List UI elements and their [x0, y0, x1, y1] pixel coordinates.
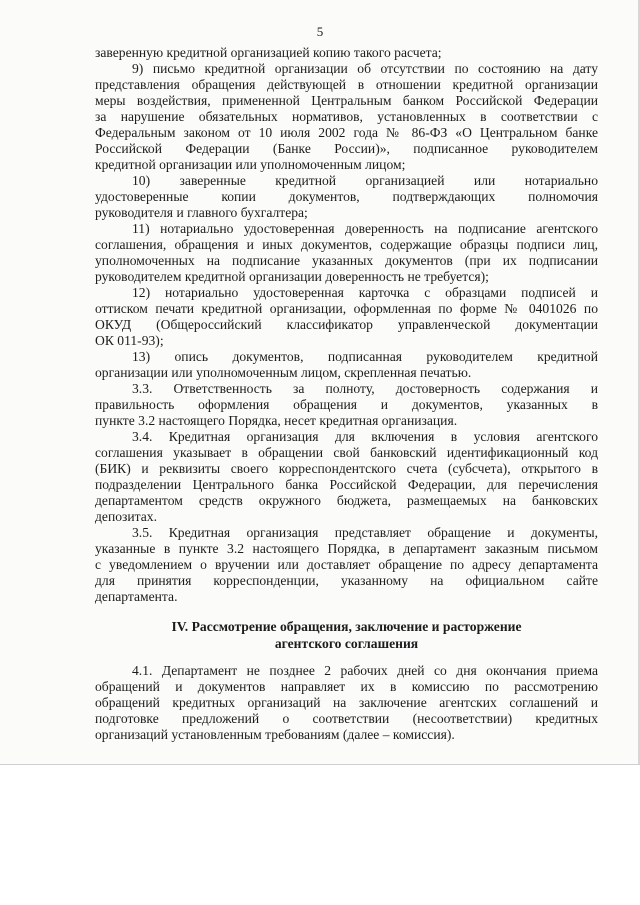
text-line: департамента. [95, 589, 178, 604]
text-line: с уведомлением о вручении или доставляет обращение по адресу департамента [95, 557, 598, 572]
text-line: руководителем кредитной организации доверенность не требуется); [95, 269, 489, 284]
text-line: организации или уполномоченным лицом, скрепленная печатью. [95, 365, 472, 380]
text-line: Российской Федерации (Банке России)», подписанное руководителем [95, 141, 598, 156]
text-line: ОК 011-93); [95, 333, 164, 348]
text-line: организаций установленным требованиям (далее – комиссия). [95, 727, 455, 742]
text-line: для принятия корреспонденции, указанному на официальном сайте [95, 573, 598, 588]
text-line: 12) нотариально удостоверенная карточка с образцами подписей и [132, 285, 598, 300]
text-line: ОКУД (Общероссийский классификатор управленческой документации [95, 317, 598, 332]
text-line: (БИК) и реквизиты своего корреспондентского счета (субсчета), открытого в [95, 461, 598, 476]
text-line: за нарушение обязательных нормативов, установленных в соответствии с [95, 109, 598, 124]
text-line: соглашения указывает в обращении свой банковский идентификационный код [95, 445, 598, 460]
text-line: департаментом средств окружного бюджета, размещаемых на банковских [95, 493, 598, 508]
text-line: депозитах. [95, 509, 158, 524]
document-body [95, 45, 598, 743]
text-line: обращений кредитных организаций на заключение агентских соглашений и [95, 695, 598, 710]
text-line: подразделении Центрального банка Российской Федерации, для перечисления [95, 477, 598, 492]
section-heading: агентского соглашения [274, 636, 419, 651]
text-line: пункте 3.2 настоящего Порядка, несет кредитная организация. [95, 413, 458, 428]
text-line: 9) письмо кредитной организации об отсутствии по состоянию на дату [132, 61, 598, 76]
text-line: 10) заверенные кредитной организацией или нотариально [132, 173, 598, 188]
blank-area [0, 765, 640, 905]
text-line: заверенную кредитной организацией копию такого расчета; [95, 45, 442, 60]
text-line: меры воздействия, примененной Центральным банком Российской Федерации [95, 93, 598, 108]
text-line: 3.4. Кредитная организация для включения в условия агентского [132, 429, 598, 444]
text-line: представления обращения действующей в отношении кредитной организации [95, 77, 598, 92]
text-line: уполномоченных на подписание указанных документов (при их подписании [95, 253, 598, 268]
text-line: указанные в пункте 3.2 настоящего Порядка, в департамент заказным письмом [95, 541, 598, 556]
text-line: правильность оформления обращения и документов, указанных в [95, 397, 598, 412]
text-line: 4.1. Департамент не позднее 2 рабочих дней со дня окончания приема [132, 663, 598, 678]
text-line: 13) опись документов, подписанная руководителем кредитной [132, 349, 598, 364]
page-number: 5 [316, 24, 324, 39]
text-line: соглашения, обращения и иных документов, содержащие образцы подписи лиц, [95, 237, 598, 252]
text-line: кредитной организации или уполномоченным лицом; [95, 157, 406, 172]
text-line: руководителя и главного бухгалтера; [95, 205, 308, 220]
text-line: удостоверенные копии документов, подтверждающих полномочия [95, 189, 598, 204]
text-line: 3.5. Кредитная организация представляет обращение и документы, [132, 525, 598, 540]
text-line: обращений и документов направляет их в комиссию по рассмотрению [95, 679, 598, 694]
text-line: 11) нотариально удостоверенная доверенность на подписание агентского [132, 221, 598, 236]
text-line: оттиском печати кредитной организации, оформленная по форме № 0401026 по [95, 301, 598, 316]
text-line: 3.3. Ответственность за полноту, достоверность содержания и [132, 381, 598, 396]
text-line: подготовке предложений о соответствии (несоответствии) кредитных [95, 711, 598, 726]
section-heading: IV. Рассмотрение обращения, заключение и расторжение [171, 619, 522, 634]
text-line: Федеральным законом от 10 июля 2002 года № 86-ФЗ «О Центральном банке [95, 125, 598, 140]
